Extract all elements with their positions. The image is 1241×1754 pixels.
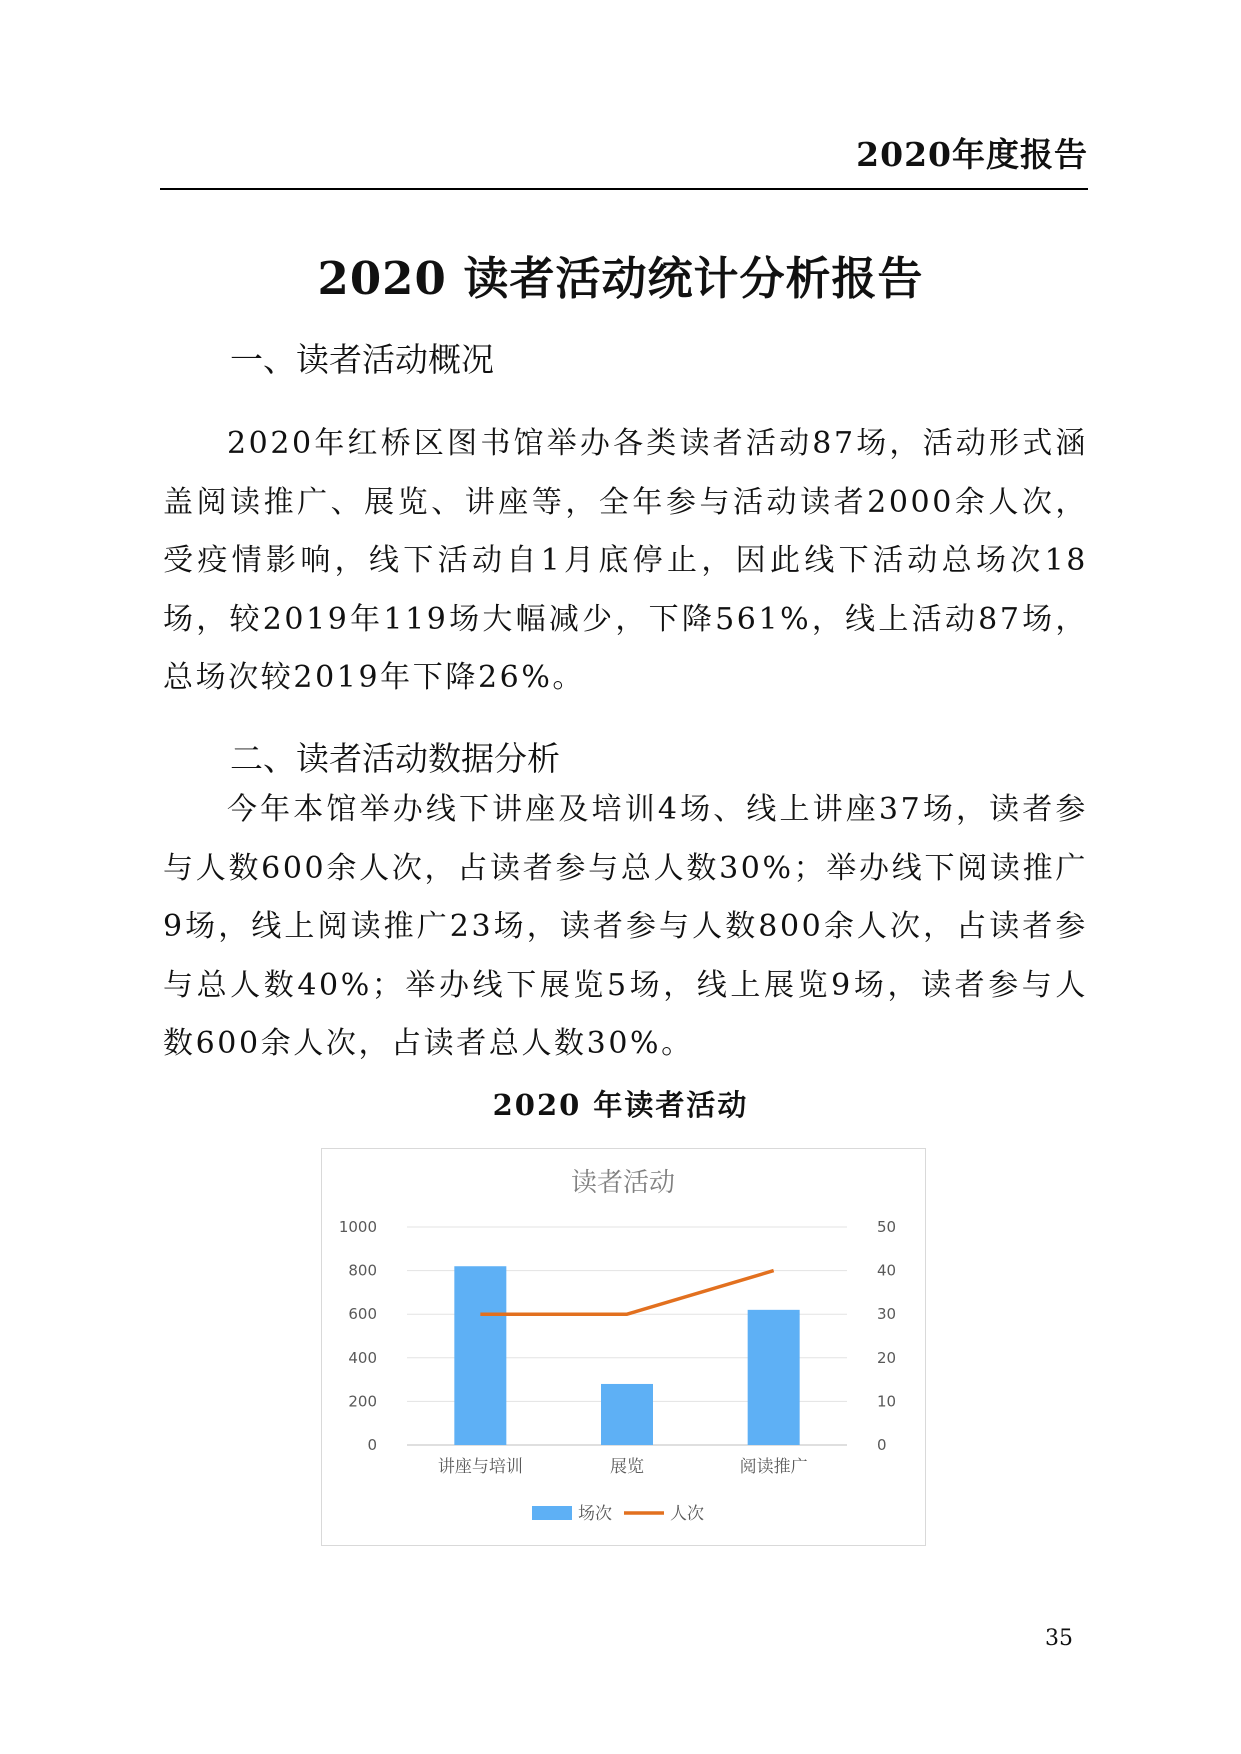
chart-frame <box>321 1148 926 1546</box>
paragraph-analysis: 今年本馆举办线下讲座及培训4场、线上讲座37场，读者参与人数600余人次，占读者参与总人数30%；举办线下阅读推广9场，线上阅读推广23场，读者参与人数800余人次，占读者参与总人数40%；举办线下展览5场，线上展览9场，读者参与人数600余人次，占读者总人数30%。 <box>163 792 1088 1061</box>
chart-caption: 2020 年读者活动 <box>492 1088 749 1122</box>
right-axis-tick-label: 20 <box>877 1348 897 1367</box>
category-label: 阅读推广 <box>739 1457 808 1477</box>
document-title: 2020 读者活动统计分析报告 <box>317 252 924 305</box>
legend-label-line: 人次 <box>670 1504 704 1524</box>
legend-swatch-bar <box>532 1506 572 1520</box>
left-axis-tick-label: 0 <box>367 1436 377 1454</box>
left-axis-tick-label: 1000 <box>338 1218 377 1236</box>
chart-title: 读者活动 <box>570 1168 676 1198</box>
legend-label-bar: 场次 <box>578 1504 612 1524</box>
paragraph-overview: 2020年红桥区图书馆举办各类读者活动87场，活动形式涵盖阅读推广、展览、讲座等，全年参与活动读者2000余人次，受疫情影响，线下活动自1月底停止，因此线下活动总场次18场，较2019年119场大幅减少，下降561%，线上活动87场，总场次较2019年下降26%。 <box>163 426 1088 695</box>
category-label: 展览 <box>610 1457 644 1477</box>
bar-1 <box>601 1384 653 1445</box>
right-axis-tick-label: 30 <box>877 1305 897 1324</box>
left-axis-tick-label: 200 <box>348 1392 377 1411</box>
right-axis-tick-label: 0 <box>877 1436 887 1454</box>
section-heading-overview: 一、读者活动概况 <box>230 340 494 379</box>
page-number: 35 <box>1045 1626 1073 1651</box>
category-label: 讲座与培训 <box>437 1457 523 1477</box>
line-series-people <box>480 1271 773 1315</box>
left-axis-tick-label: 400 <box>348 1348 377 1367</box>
header-title: 2020年度报告 <box>856 135 1088 174</box>
reader-activity-chart <box>322 1149 925 1545</box>
bar-0 <box>454 1266 506 1445</box>
right-axis-tick-label: 10 <box>877 1392 897 1411</box>
right-axis-tick-label: 40 <box>877 1261 897 1280</box>
section-heading-analysis: 二、读者活动数据分析 <box>230 739 560 778</box>
right-axis-tick-label: 50 <box>877 1218 897 1236</box>
left-axis-tick-label: 800 <box>348 1261 377 1280</box>
page-header <box>160 128 1088 190</box>
bar-2 <box>748 1310 800 1445</box>
left-axis-tick-label: 600 <box>348 1305 377 1324</box>
